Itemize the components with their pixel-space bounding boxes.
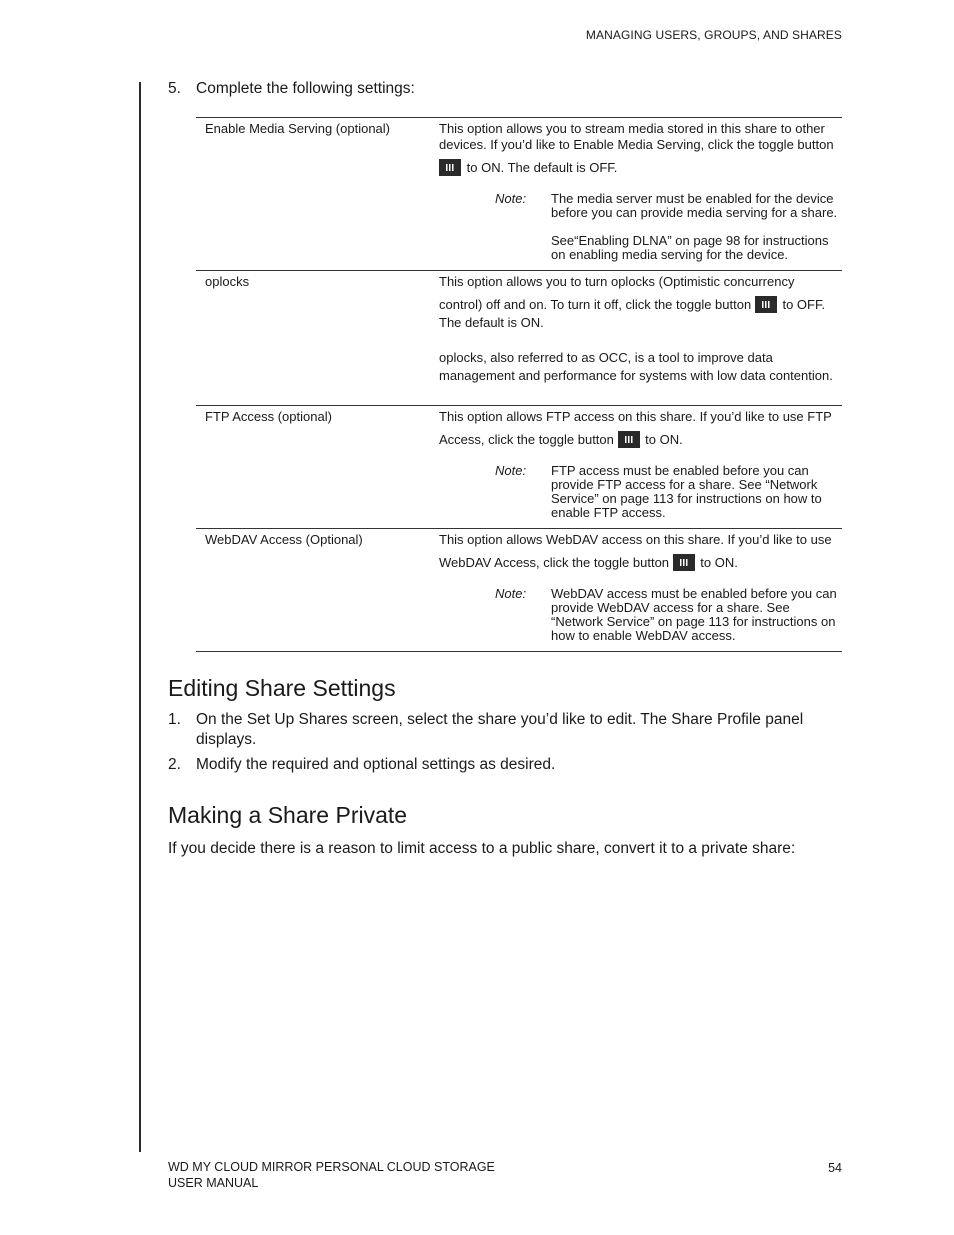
setting-description bbox=[429, 529, 842, 652]
footer-line: USER MANUAL bbox=[168, 1176, 259, 1190]
note-label: Note: bbox=[495, 586, 527, 601]
note-label: Note: bbox=[495, 191, 527, 206]
description-text: This option allows WebDAV access on this share. If you’d like to use bbox=[439, 532, 832, 547]
setting-label: WebDAV Access (Optional) bbox=[205, 532, 363, 547]
note-text: WebDAV access must be enabled before you can provide WebDAV access for a share. See “Network Service” on page 113 for instructions on how to enable WebDAV access. bbox=[551, 586, 837, 643]
setting-label: FTP Access (optional) bbox=[205, 409, 332, 424]
step-number: 2. bbox=[168, 756, 181, 773]
step-number: 5. bbox=[168, 80, 181, 97]
table-row bbox=[196, 406, 842, 529]
footer-line: WD MY CLOUD MIRROR PERSONAL CLOUD STORAGE bbox=[168, 1160, 495, 1174]
table-row bbox=[196, 271, 842, 406]
description-text: to ON. The default is OFF. bbox=[466, 159, 618, 175]
footer-product bbox=[168, 1159, 495, 1191]
description-text: control) off and on. To turn it off, click the toggle button bbox=[439, 296, 752, 312]
note-text: FTP access must be enabled before you can provide FTP access for a share. See “Network Service” on page 113 for instructions on how to enable FTP access. bbox=[551, 463, 822, 520]
setting-description bbox=[429, 271, 842, 406]
description-text: Access, click the toggle button bbox=[439, 431, 614, 447]
setting-description bbox=[429, 406, 842, 529]
paragraph: If you decide there is a reason to limit access to a public share, convert it to a private share: bbox=[168, 840, 796, 857]
settings-table bbox=[196, 117, 842, 652]
list-item bbox=[168, 710, 848, 750]
toggle-button-icon bbox=[755, 296, 777, 313]
description-text: oplocks, also referred to as OCC, is a tool to improve data management and performance for systems with low data contention. bbox=[439, 350, 833, 383]
description-text: This option allows you to turn oplocks (Optimistic concurrency bbox=[439, 274, 795, 289]
toggle-button-icon bbox=[439, 159, 461, 176]
description-text: WebDAV Access, click the toggle button bbox=[439, 554, 670, 570]
step-5 bbox=[168, 80, 415, 98]
description-text: to ON. bbox=[645, 431, 683, 447]
setting-description bbox=[429, 118, 842, 271]
table-row bbox=[196, 529, 842, 652]
note-label: Note: bbox=[495, 463, 527, 478]
list-item bbox=[168, 755, 848, 775]
note bbox=[439, 192, 838, 262]
change-bar bbox=[139, 82, 141, 1152]
description-text: to ON. bbox=[700, 554, 738, 570]
note-text: The media server must be enabled for the device before you can provide media serving for a share. bbox=[551, 191, 838, 220]
toggle-button-icon bbox=[618, 431, 640, 448]
note bbox=[439, 587, 838, 643]
step-text: Complete the following settings: bbox=[196, 80, 415, 97]
note-text: See“Enabling DLNA” on page 98 for instructions on enabling media serving for the device. bbox=[551, 233, 829, 262]
step-text: Modify the required and optional settings as desired. bbox=[196, 756, 556, 773]
step-text: On the Set Up Shares screen, select the share you’d like to edit. The Share Profile panel displays. bbox=[196, 711, 804, 748]
note bbox=[439, 464, 838, 520]
setting-label: Enable Media Serving (optional) bbox=[205, 121, 390, 136]
description-text: This option allows FTP access on this share. If you’d like to use FTP bbox=[439, 409, 832, 424]
description-text: to OFF. The default is ON. bbox=[439, 296, 826, 330]
running-header: MANAGING USERS, GROUPS, AND SHARES bbox=[585, 28, 842, 42]
step-number: 1. bbox=[168, 711, 181, 728]
page-number: 54 bbox=[828, 1161, 842, 1175]
section-heading-editing: Editing Share Settings bbox=[168, 675, 396, 701]
table-row bbox=[196, 118, 842, 271]
toggle-button-icon bbox=[673, 554, 695, 571]
section-heading-private: Making a Share Private bbox=[168, 802, 408, 828]
description-text: This option allows you to stream media stored in this share to other devices. If you’d like to Enable Media Serving, click the toggle button bbox=[439, 121, 834, 152]
setting-label: oplocks bbox=[205, 274, 250, 289]
